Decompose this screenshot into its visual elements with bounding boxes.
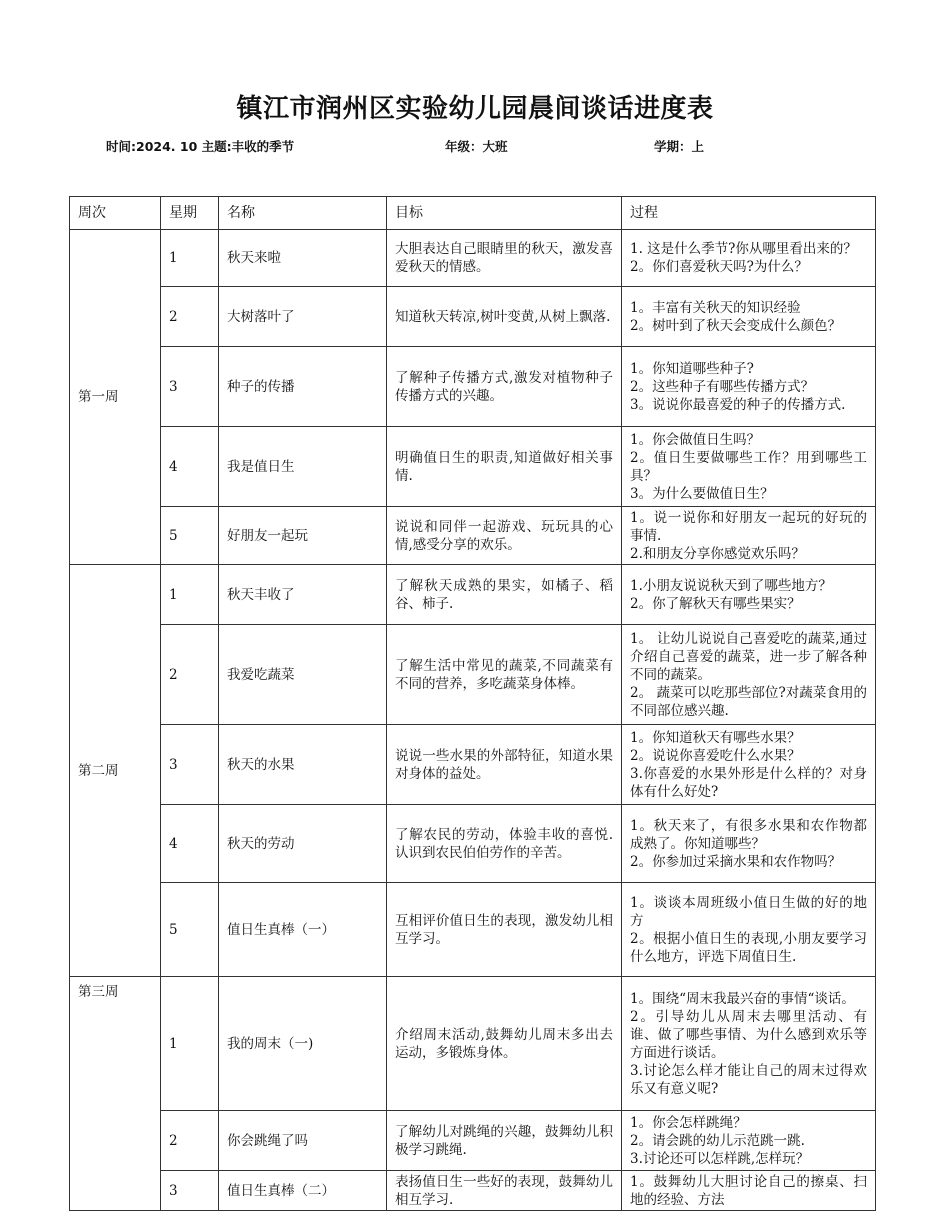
topic-name-cell: 你会跳绳了吗 — [219, 1111, 387, 1171]
day-cell: 2 — [161, 625, 219, 725]
process-step: 1。 让幼儿说说自己喜爱吃的蔬菜,通过介绍自己喜爱的蔬菜，进一步了解各种不同的蔬菜。 — [630, 630, 867, 683]
process-cell — [622, 1171, 876, 1211]
meta-time-theme: 时间:2024. 10 主题:丰收的季节 — [106, 139, 295, 154]
goal-cell: 大胆表达自己眼睛里的秋天，激发喜爱秋天的情感。 — [387, 230, 622, 287]
week-label: 第一周 — [70, 230, 161, 565]
process-step: 2。 蔬菜可以吃那些部位?对蔬菜食用的不同部位感兴趣. — [630, 684, 867, 719]
process-step: 3.讨论还可以怎样跳,怎样玩？ — [630, 1150, 810, 1167]
goal-cell: 了解幼儿对跳绳的兴趣，鼓舞幼儿积极学习跳绳. — [387, 1111, 622, 1171]
process-step: 2。根据小值日生的表现,小朋友要学习什么地方，评选下周值日生. — [630, 930, 867, 965]
day-cell: 5 — [161, 507, 219, 565]
process-cell — [622, 1111, 876, 1171]
header-name: 名称 — [219, 197, 387, 230]
week-label: 第三周 — [70, 977, 161, 1211]
process-step: 1。你知道秋天有哪些水果？ — [630, 729, 801, 746]
topic-name-cell: 秋天的劳动 — [219, 805, 387, 883]
process-cell — [622, 977, 876, 1111]
day-cell: 3 — [161, 1171, 219, 1211]
day-cell: 4 — [161, 805, 219, 883]
day-cell: 1 — [161, 565, 219, 625]
table-row — [70, 977, 876, 1111]
topic-name-cell: 我的周末（一) — [219, 977, 387, 1111]
process-step: 2.和朋友分享你感觉欢乐吗？ — [630, 545, 805, 562]
process-step: 2。请会跳的幼儿示范跳一跳. — [630, 1132, 805, 1149]
process-step: 2。值日生要做哪些工作？用到哪些工具？ — [630, 449, 867, 484]
process-cell — [622, 230, 876, 287]
table-header-row — [70, 197, 876, 230]
header-day: 星期 — [161, 197, 219, 230]
topic-name-cell: 好朋友一起玩 — [219, 507, 387, 565]
goal-cell: 了解生活中常见的蔬菜,不同蔬菜有不同的营养，多吃蔬菜身体棒。 — [387, 625, 622, 725]
process-step: 2。你们喜爱秋天吗?为什么？ — [630, 259, 808, 275]
process-step: 1. 这是什么季节?你从哪里看出来的？ — [630, 241, 857, 257]
day-cell: 1 — [161, 977, 219, 1111]
header-process: 过程 — [622, 197, 876, 230]
table-row — [70, 805, 876, 883]
process-step: 1。围绕“周末我最兴奋的事情“谈话。 — [630, 990, 855, 1007]
process-cell — [622, 805, 876, 883]
goal-cell: 了解秋天成熟的果实，如橘子、稻谷、柿子. — [387, 565, 622, 625]
table-row — [70, 883, 876, 977]
goal-cell: 互相评价值日生的表现，激发幼儿相互学习。 — [387, 883, 622, 977]
process-step: 1。谈谈本周班级小值日生做的好的地方 — [630, 894, 867, 929]
document-title: 镇江市润州区实验幼儿园晨间谈话进度表 — [236, 94, 714, 124]
schedule-table — [69, 196, 876, 1211]
process-cell — [622, 625, 876, 725]
process-step: 2。树叶到了秋天会变成什么颜色？ — [630, 317, 842, 334]
topic-name-cell: 秋天丰收了 — [219, 565, 387, 625]
process-cell — [622, 507, 876, 565]
process-step: 2。引导幼儿从周末去哪里活动、有谁、做了哪些事情、为什么感到欢乐等方面进行谈话。 — [630, 1008, 867, 1061]
goal-cell: 说说一些水果的外部特征，知道水果对身体的益处。 — [387, 725, 622, 805]
table-row — [70, 565, 876, 625]
day-cell: 2 — [161, 287, 219, 347]
process-step: 2。你了解秋天有哪些果实？ — [630, 595, 801, 612]
process-step: 3.讨论怎么样才能让自己的周末过得欢乐又有意义呢? — [630, 1062, 867, 1097]
process-step: 2。说说你喜爱吃什么水果？ — [630, 747, 801, 764]
process-step: 1.小朋友说说秋天到了哪些地方？ — [630, 577, 832, 594]
process-step: 3。说说你最喜爱的种子的传播方式. — [630, 396, 846, 413]
goal-cell: 了解种子传播方式,激发对植物种子传播方式的兴趣。 — [387, 347, 622, 427]
table-row — [70, 347, 876, 427]
process-cell — [622, 427, 876, 507]
meta-grade: 年级：大班 — [445, 139, 508, 154]
topic-name-cell: 秋天来啦 — [219, 230, 387, 287]
goal-cell: 明确值日生的职责,知道做好相关事情. — [387, 427, 622, 507]
table-row — [70, 287, 876, 347]
table-row — [70, 625, 876, 725]
topic-name-cell: 秋天的水果 — [219, 725, 387, 805]
table-row — [70, 1111, 876, 1171]
day-cell: 2 — [161, 1111, 219, 1171]
meta-term: 学期：上 — [654, 139, 705, 154]
process-step: 1。丰富有关秋天的知识经验 — [630, 299, 801, 316]
topic-name-cell: 我是值日生 — [219, 427, 387, 507]
goal-cell: 了解农民的劳动，体验丰收的喜悦.认识到农民伯伯劳作的辛苦。 — [387, 805, 622, 883]
process-step: 3.你喜爱的水果外形是什么样的？对身体有什么好处? — [630, 765, 867, 800]
header-goal: 目标 — [387, 197, 622, 230]
topic-name-cell: 值日生真棒（一） — [219, 883, 387, 977]
process-cell — [622, 347, 876, 427]
day-cell: 4 — [161, 427, 219, 507]
process-step: 1。你知道哪些种子? — [630, 360, 754, 377]
process-step: 3。为什么要做值日生？ — [630, 485, 774, 502]
week-label: 第二周 — [70, 565, 161, 977]
process-step: 2。你参加过采摘水果和农作物吗？ — [630, 853, 842, 870]
process-step: 1。鼓舞幼儿大胆讨论自己的擦桌、扫地的经验、方法 — [630, 1173, 867, 1208]
topic-name-cell: 大树落叶了 — [219, 287, 387, 347]
table-row — [70, 507, 876, 565]
process-step: 2。这些种子有哪些传播方式？ — [630, 378, 815, 395]
goal-cell: 介绍周末活动,鼓舞幼儿周末多出去运动，多锻炼身体。 — [387, 977, 622, 1111]
day-cell: 5 — [161, 883, 219, 977]
topic-name-cell: 值日生真棒（二） — [219, 1171, 387, 1211]
header-week: 周次 — [70, 197, 161, 230]
table-row — [70, 1171, 876, 1211]
topic-name-cell: 种子的传播 — [219, 347, 387, 427]
table-row — [70, 230, 876, 287]
table-row — [70, 427, 876, 507]
day-cell: 1 — [161, 230, 219, 287]
process-step: 1。说一说你和好朋友一起玩的好玩的事情. — [630, 509, 867, 544]
topic-name-cell: 我爱吃蔬菜 — [219, 625, 387, 725]
process-cell — [622, 725, 876, 805]
process-cell — [622, 287, 876, 347]
goal-cell: 表扬值日生一些好的表现，鼓舞幼儿相互学习. — [387, 1171, 622, 1211]
day-cell: 3 — [161, 725, 219, 805]
goal-cell: 说说和同伴一起游戏、玩玩具的心情,感受分享的欢乐。 — [387, 507, 622, 565]
day-cell: 3 — [161, 347, 219, 427]
process-cell — [622, 883, 876, 977]
process-step: 1。秋天来了，有很多水果和农作物都成熟了。你知道哪些？ — [630, 817, 867, 852]
table-row — [70, 725, 876, 805]
process-cell — [622, 565, 876, 625]
goal-cell: 知道秋天转凉,树叶变黄,从树上飘落. — [387, 287, 622, 347]
process-step: 1。你会做值日生吗？ — [630, 431, 761, 448]
process-step: 1。你会怎样跳绳？ — [630, 1114, 747, 1131]
